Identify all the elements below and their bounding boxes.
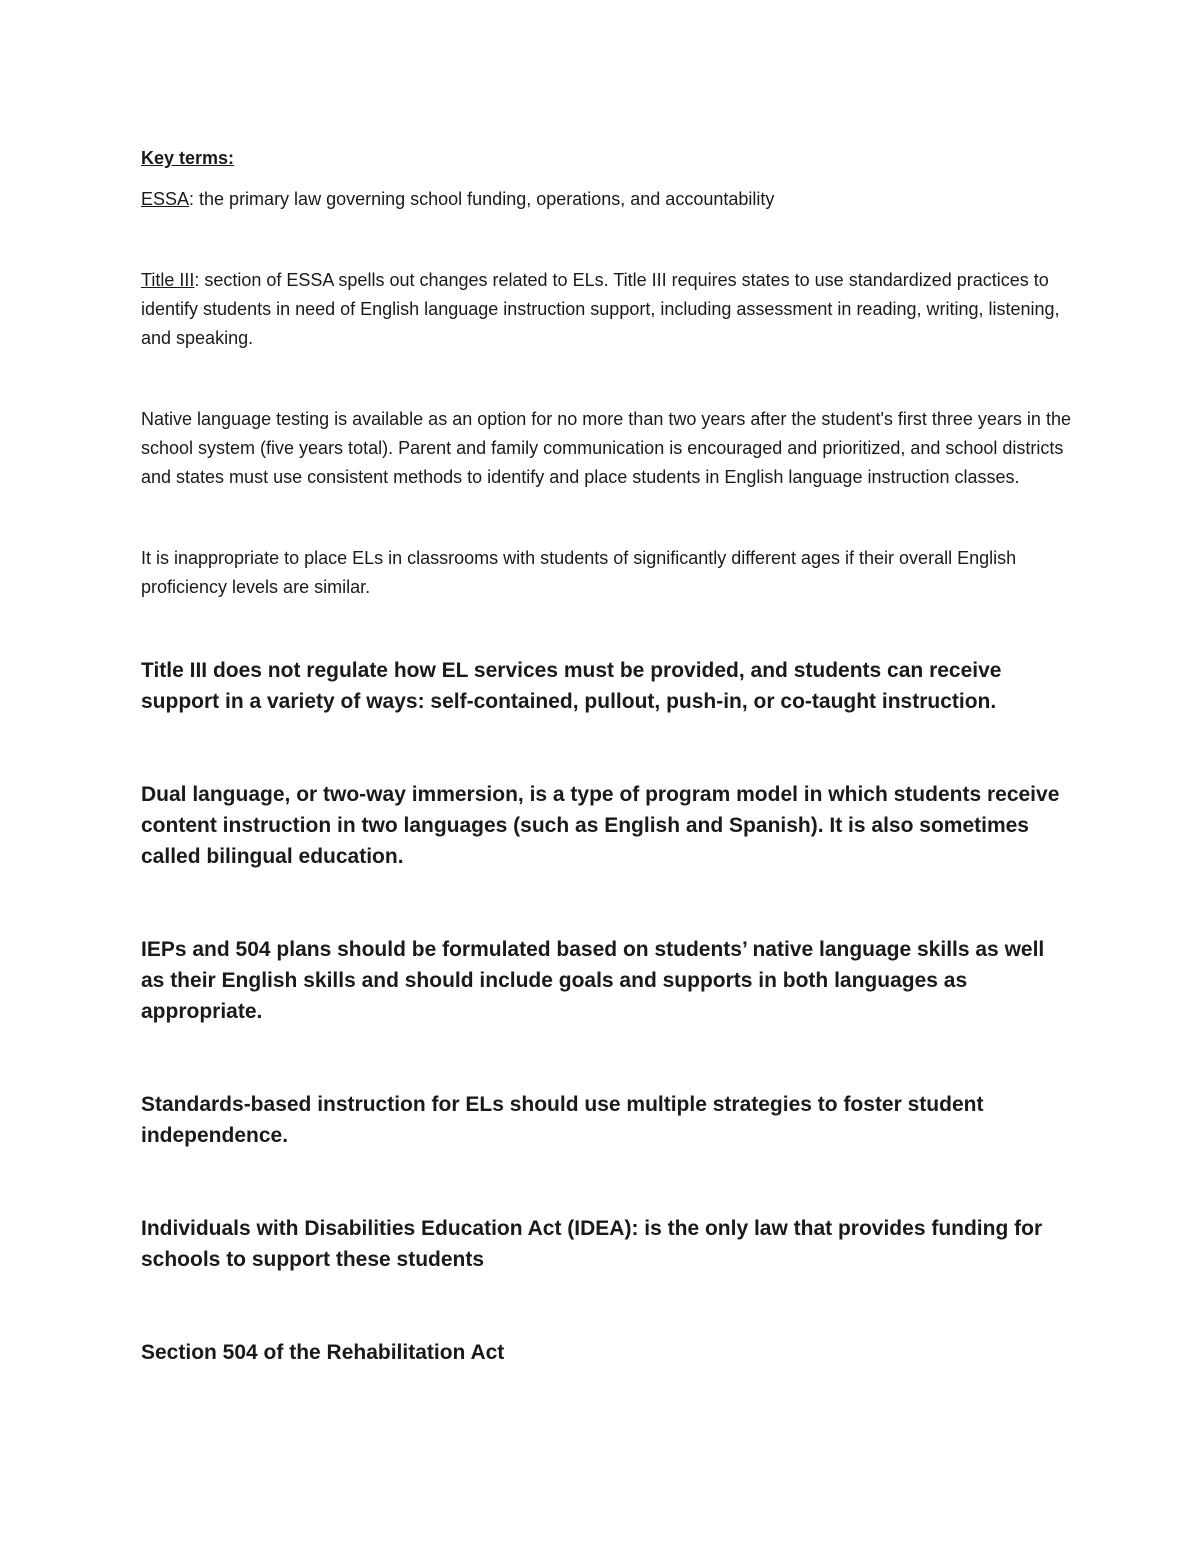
essa-term: ESSA <box>141 189 190 209</box>
placement-paragraph: It is inappropriate to place ELs in classrooms with students of significantly different ages if their overall English proficiency levels are similar. <box>141 548 1017 597</box>
title3-definition-text: : section of ESSA spells out changes related to ELs. Title III requires states to use standardized practices to identify students in need of English language instruction support, including assessment in reading, writing, listening, and speaking. <box>141 270 1060 348</box>
idea-paragraph: Individuals with Disabilities Education Act (IDEA): is the only law that provides funding for schools to support these students <box>141 1217 1043 1271</box>
title3-term: Title III <box>141 270 195 290</box>
title3-definition <box>141 266 1071 353</box>
dual-language-paragraph: Dual language, or two-way immersion, is a type of program model in which students receive content instruction in two languages (such as English and Spanish). It is also sometimes called bilingual education. <box>141 783 1060 868</box>
key-terms-heading: Key terms: <box>141 148 235 168</box>
essa-definition <box>141 185 1071 214</box>
document-body <box>141 144 1071 1368</box>
section-504-paragraph: Section 504 of the Rehabilitation Act <box>141 1341 505 1364</box>
title3-services-paragraph: Title III does not regulate how EL services must be provided, and students can receive support in a variety of ways: self-contained, pullout, push-in, or co-taught instruction. <box>141 659 1002 713</box>
essa-definition-text: : the primary law governing school funding, operations, and accountability <box>189 189 775 209</box>
iep-504-paragraph: IEPs and 504 plans should be formulated based on students’ native language skills as well as their English skills and should include goals and supports in both languages as appropriate. <box>141 938 1045 1023</box>
native-language-paragraph: Native language testing is available as an option for no more than two years after the student's first three years in the school system (five years total). Parent and family communication is encouraged and prioritized, and school districts and states must use consistent methods to identify and place students in English language instruction classes. <box>141 409 1071 487</box>
standards-paragraph: Standards-based instruction for ELs should use multiple strategies to foster student independence. <box>141 1093 984 1147</box>
